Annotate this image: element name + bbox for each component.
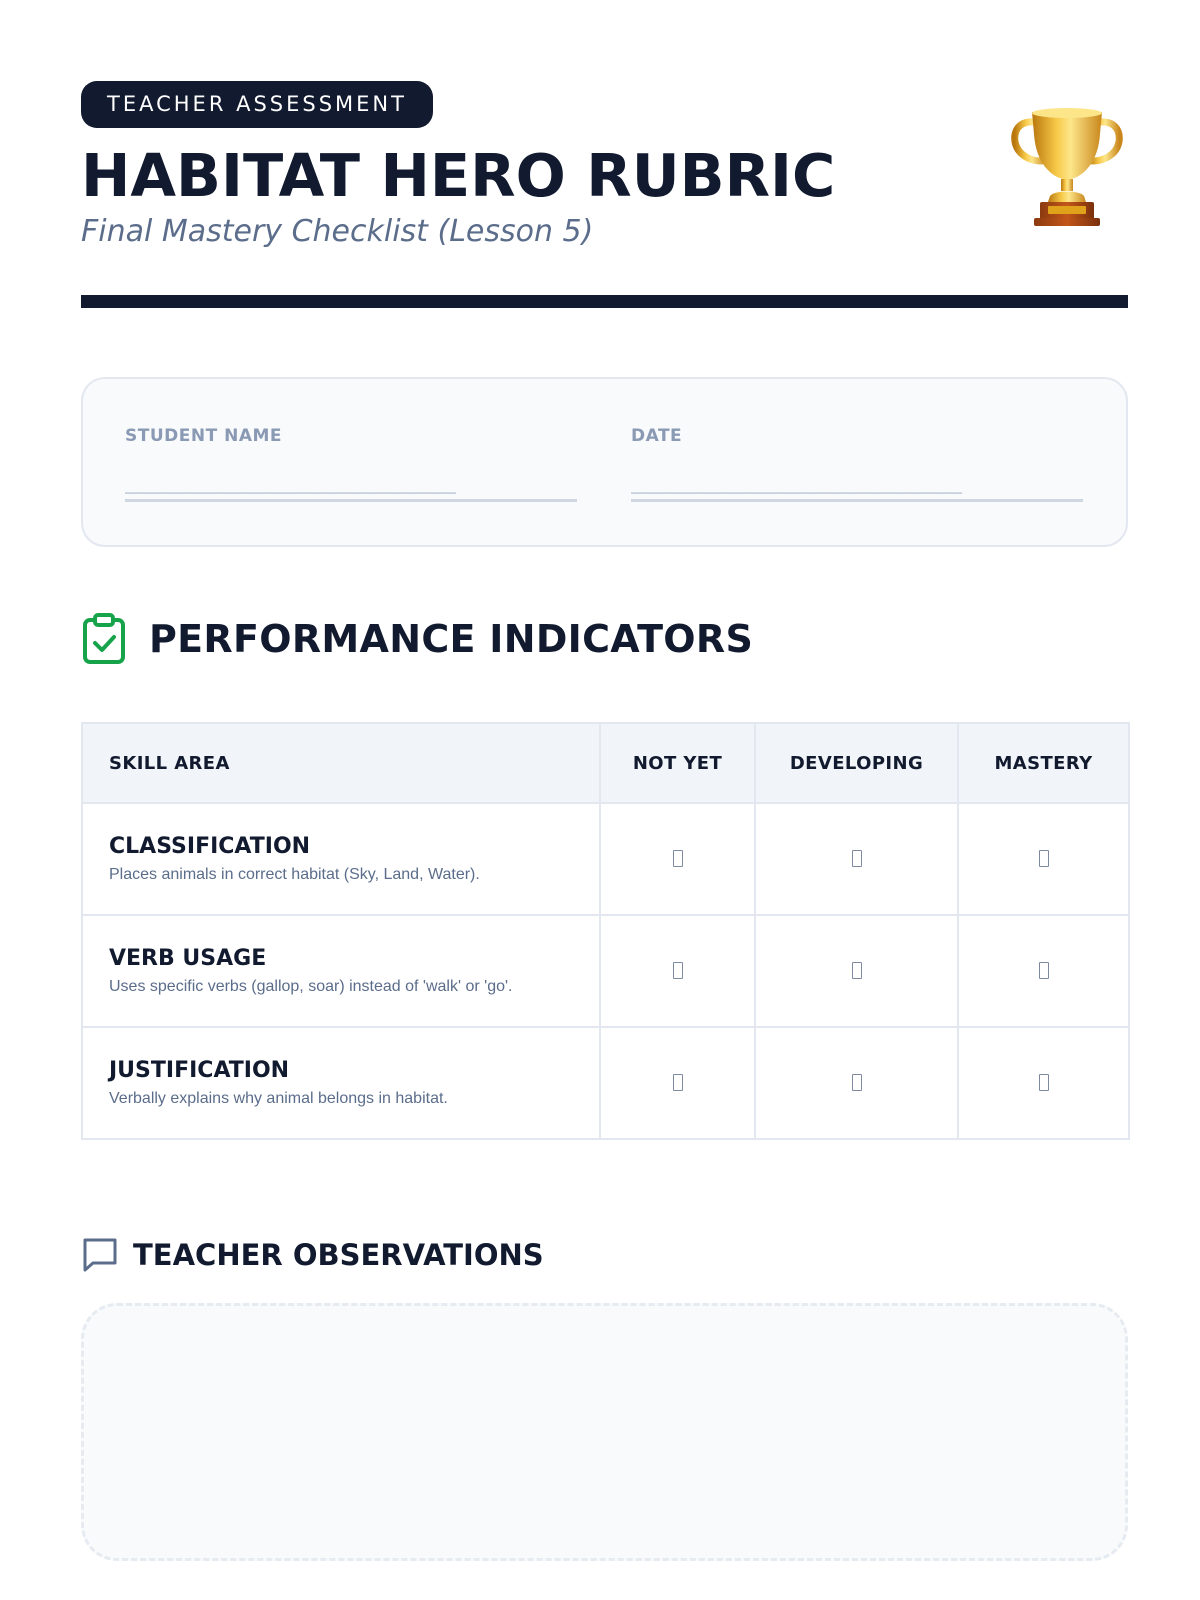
date-line[interactable]: _________________________ [631, 467, 1083, 502]
mastery-cell[interactable] [958, 915, 1129, 1027]
performance-heading: PERFORMANCE INDICATORS [149, 617, 754, 661]
mastery-cell[interactable] [958, 803, 1129, 915]
student-name-field[interactable] [125, 425, 577, 502]
checkbox-icon[interactable] [673, 850, 683, 867]
checkbox-icon[interactable] [673, 1074, 683, 1091]
speech-bubble-icon [81, 1236, 119, 1274]
student-name-line[interactable]: _________________________ [125, 467, 577, 502]
observations-text-area[interactable] [81, 1303, 1128, 1561]
page-title: HABITAT HERO RUBRIC [81, 141, 836, 210]
page-subtitle: Final Mastery Checklist (Lesson 5) [81, 214, 594, 249]
clipboard-check-icon [81, 613, 127, 665]
table-row [82, 1027, 1129, 1139]
column-header-developing: DEVELOPING [755, 723, 958, 803]
column-header-skill-area: SKILL AREA [82, 723, 600, 803]
not-yet-cell[interactable] [600, 1027, 755, 1139]
date-label: DATE [631, 426, 683, 446]
skill-cell [82, 1027, 600, 1139]
observations-section-header [81, 1236, 544, 1274]
rubric-table [81, 722, 1130, 1140]
skill-cell [82, 803, 600, 915]
skill-name: JUSTIFICATION [109, 1058, 290, 1083]
checkbox-icon[interactable] [1039, 1074, 1049, 1091]
skill-name: CLASSIFICATION [109, 834, 311, 859]
developing-cell[interactable] [755, 803, 958, 915]
checkbox-icon[interactable] [852, 962, 862, 979]
column-header-mastery: MASTERY [958, 723, 1129, 803]
checkbox-icon[interactable] [852, 850, 862, 867]
observations-heading: TEACHER OBSERVATIONS [133, 1238, 544, 1272]
rubric-page [81, 81, 1128, 1272]
date-field[interactable] [631, 425, 1083, 502]
page-header [81, 81, 1128, 301]
not-yet-cell[interactable] [600, 915, 755, 1027]
checkbox-icon[interactable] [1039, 850, 1049, 867]
checkbox-icon[interactable] [852, 1074, 862, 1091]
skill-cell [82, 915, 600, 1027]
mastery-cell[interactable] [958, 1027, 1129, 1139]
skill-description: Verbally explains why animal belongs in habitat. [109, 1090, 448, 1107]
checkbox-icon[interactable] [673, 962, 683, 979]
checkbox-icon[interactable] [1039, 962, 1049, 979]
table-row [82, 915, 1129, 1027]
skill-description: Places animals in correct habitat (Sky, Land, Water). [109, 866, 480, 883]
table-row [82, 803, 1129, 915]
header-divider [81, 295, 1128, 308]
assessment-badge: TEACHER ASSESSMENT [81, 81, 433, 128]
not-yet-cell[interactable] [600, 803, 755, 915]
skill-name: VERB USAGE [109, 946, 267, 971]
performance-section-header [81, 613, 753, 665]
developing-cell[interactable] [755, 915, 958, 1027]
student-info-card [81, 377, 1128, 547]
skill-description: Uses specific verbs (gallop, soar) instead of 'walk' or 'go'. [109, 978, 513, 995]
table-header-row [82, 723, 1129, 803]
developing-cell[interactable] [755, 1027, 958, 1139]
student-name-label: STUDENT NAME [125, 426, 283, 446]
trophy-icon [1008, 104, 1126, 232]
column-header-not-yet: NOT YET [600, 723, 755, 803]
